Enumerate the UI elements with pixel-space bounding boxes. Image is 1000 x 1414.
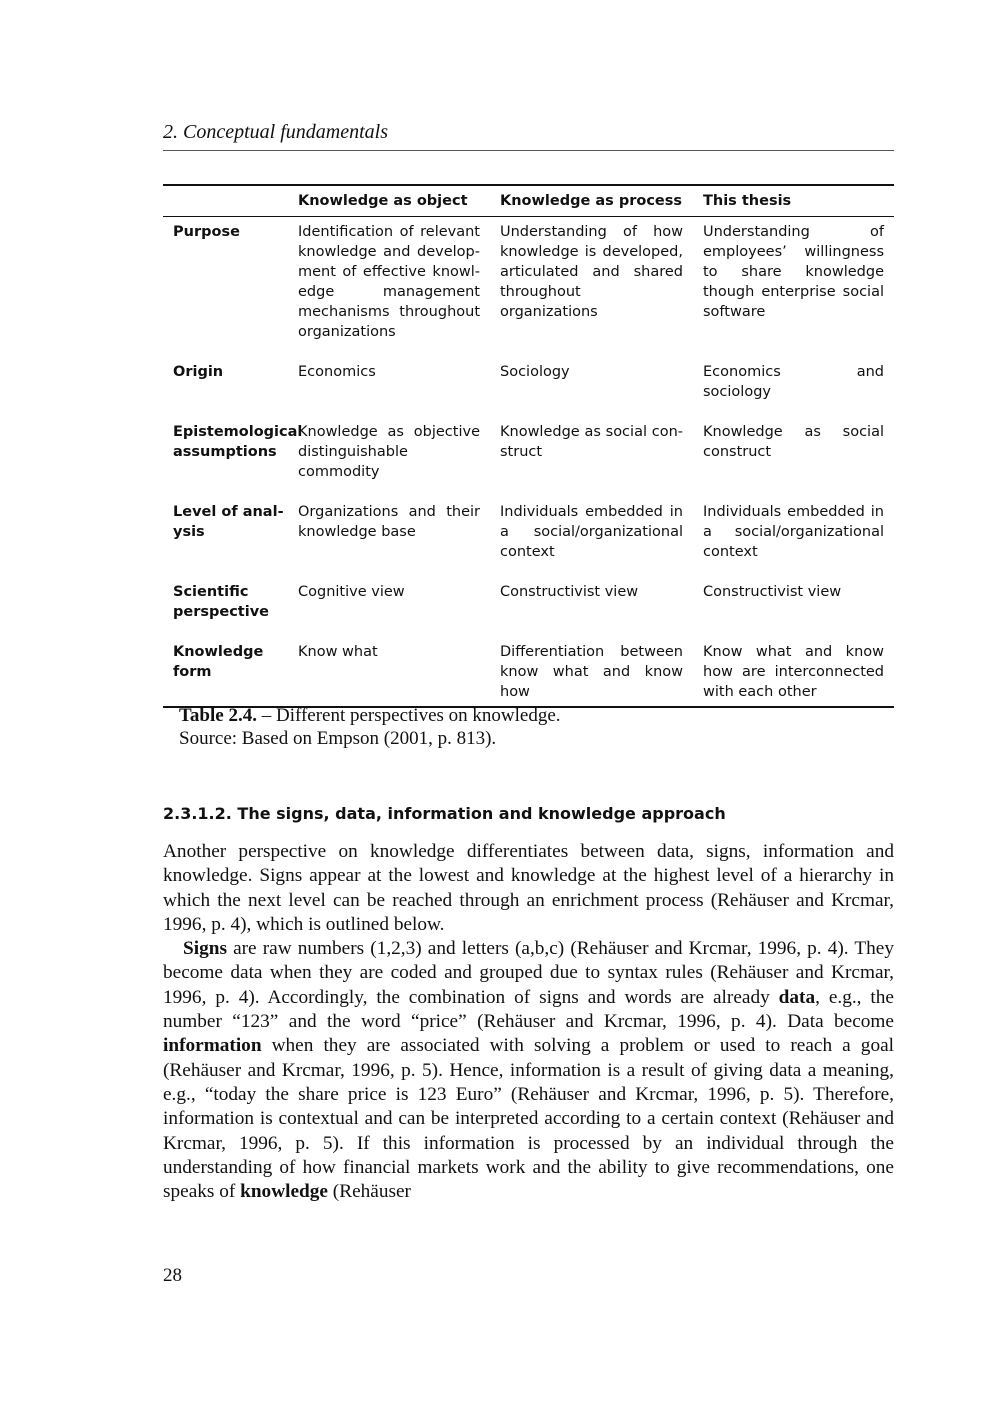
- term-knowledge: knowledge: [240, 1181, 328, 1203]
- table-cell: Economics and sociology: [703, 364, 884, 400]
- table-cell: Cognitive view: [298, 584, 405, 600]
- paragraph: Another perspective on knowledge differentiates between data, signs, information and knowledge. Signs appear at the lowest and knowledge at the highest level of a hierarchy in which the next level can be reached through an enrichment process (Rehäuser and Krcmar, 1996, p. 4), which is outlined below.: [163, 841, 894, 935]
- row-label-form: Knowledge form: [173, 644, 264, 680]
- row-label-purpose: Purpose: [173, 224, 240, 240]
- paragraph: [163, 937, 894, 1204]
- table-header-process: Knowledge as process: [490, 185, 693, 217]
- table-cell: Understanding of how knowledge is developed, articulated and shared throughout organizations: [500, 224, 683, 320]
- table-cell: Constructivist view: [500, 584, 639, 600]
- table-caption: [179, 704, 879, 750]
- term-signs: Signs: [183, 938, 227, 960]
- table-row: [163, 497, 894, 577]
- running-head: 2. Conceptual fundamentals: [163, 121, 894, 151]
- table-header-object: Knowledge as object: [288, 185, 490, 217]
- page-number: 28: [163, 1265, 182, 1286]
- table-row: [163, 357, 894, 417]
- row-label-level: Level of analysis: [173, 504, 284, 540]
- table-cell: Individuals embedded in a social/organizational context: [500, 504, 683, 560]
- table-cell: Constructivist view: [703, 584, 842, 600]
- caption-source: Source: Based on Empson (2001, p. 813).: [179, 728, 497, 749]
- table-cell: Sociology: [500, 364, 570, 380]
- term-data: data: [778, 986, 816, 1008]
- row-label-origin: Origin: [173, 364, 224, 380]
- caption-label: Table 2.4.: [179, 705, 257, 726]
- table-row: [163, 417, 894, 497]
- table-cell: Economics: [298, 364, 376, 380]
- row-label-epistemological: Epistemological assumptions: [173, 424, 303, 460]
- paragraph-text: are raw numbers (1,2,3) and letters (a,b,c) (Rehäuser and Krcmar, 1996, p. 4). They become data when they are coded and grouped due to syntax rules (Rehäuser and Krcmar, 1996, p. 4). Accordingly, the combination of signs and words are already: [163, 938, 894, 1008]
- table-cell: Individuals embedded in a social/organizational context: [703, 504, 884, 560]
- caption-text: – Different perspectives on knowledge.: [256, 705, 561, 726]
- caption-line: [179, 704, 879, 727]
- table-row: [163, 217, 894, 358]
- paragraph-text: , e.g., the number “123” and the word “price” (Rehäuser and Krcmar, 1996, p. 4). Data become: [163, 986, 894, 1033]
- table-cell: Organizations and their knowledge base: [298, 504, 480, 540]
- table-cell: Know what: [298, 644, 378, 660]
- table-cell: Knowledge as social construct: [500, 424, 683, 460]
- table-cell: Know what and know how are interconnected with each other: [703, 644, 884, 700]
- term-information: information: [163, 1035, 262, 1057]
- table-cell: Knowledge as social construct: [703, 424, 884, 460]
- body-text: [163, 840, 894, 1204]
- knowledge-perspectives-table: [163, 184, 894, 708]
- table-cell: Differentiation between know what and know how: [500, 644, 683, 700]
- table-header-empty: [163, 185, 288, 217]
- paragraph-text: when they are associated with solving a problem or used to reach a goal (Rehäuser and Krcmar, 1996, p. 5). Hence, information is a result of giving data a meaning, e.g., “today the share price is 123 Euro” (Rehäuser and Krcmar, 1996, p. 5). Therefore, information is contextual and can be interpreted according to a certain context (Rehäuser and Krcmar, 1996, p. 5). If this information is processed by an individual through the understanding of how financial markets work and the ability to give recommendations, one speaks of: [163, 1035, 894, 1203]
- table-cell: Knowledge as objective distinguishable commodity: [298, 424, 480, 480]
- table-header-thesis: This thesis: [693, 185, 894, 217]
- table-cell: Identification of relevant knowledge and development of effective knowledge management mechanisms throughout organizations: [298, 224, 480, 340]
- section-heading: 2.3.1.2. The signs, data, information and knowledge approach: [163, 804, 726, 823]
- table-row: [163, 577, 894, 637]
- row-label-scientific: Scientific perspective: [173, 584, 269, 620]
- table-cell: Understanding of employees’ willingness to share knowledge though enterprise social software: [703, 224, 884, 320]
- table-row: [163, 637, 894, 707]
- paragraph-text: (Rehäuser: [327, 1181, 411, 1203]
- table-header-row: [163, 185, 894, 217]
